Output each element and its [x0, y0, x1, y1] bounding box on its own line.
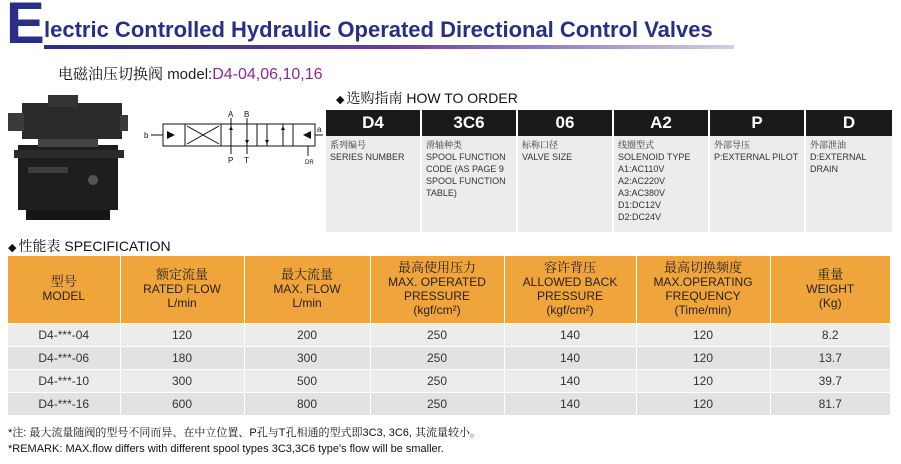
cell-max-flow: 500: [244, 369, 370, 392]
symbol-label-p: P: [228, 156, 234, 165]
column-header-max-pressure: 最高使用压力 MAX. OPERATED PRESSURE (kgf/cm²): [370, 256, 504, 323]
symbol-label-a-side: a: [317, 125, 322, 134]
order-desc: 外部导压 P:EXTERNAL PILOT: [714, 140, 799, 162]
order-desc: 系列编号 SERIES NUMBER: [330, 140, 405, 162]
table-row: [8, 369, 890, 392]
specification-table: [8, 256, 890, 415]
order-column-spool: [422, 110, 518, 232]
order-column-series: [326, 110, 422, 232]
cell-max-flow: 200: [244, 323, 370, 346]
cell-frequency: 120: [636, 369, 770, 392]
column-header-back-pressure: 容许背压 ALLOWED BACK PRESSURE (kgf/cm²): [504, 256, 636, 323]
table-row: [8, 323, 890, 346]
remark-en: *REMARK: MAX.flow differs with different spool types 3C3,3C6 type's flow will be smaller.: [8, 443, 444, 455]
cell-rated-flow: 300: [120, 369, 244, 392]
page-title: lectric Controlled Hydraulic Operated Directional Control Valves: [44, 17, 713, 42]
cell-max-pressure: 250: [370, 323, 504, 346]
cell-rated-flow: 180: [120, 346, 244, 369]
title-initial-letter: E: [6, 0, 43, 56]
order-code: D4: [326, 110, 420, 136]
cell-model: D4-***-04: [8, 323, 120, 346]
cell-weight: 13.7: [770, 346, 890, 369]
column-header-frequency: 最高切换频度 MAX.OPERATING FREQUENCY (Time/min): [636, 256, 770, 323]
cell-max-flow: 300: [244, 346, 370, 369]
cell-model: D4-***-06: [8, 346, 120, 369]
cell-frequency: 120: [636, 323, 770, 346]
cell-back-pressure: 140: [504, 392, 636, 415]
order-code: 06: [518, 110, 612, 136]
order-desc: 线圈型式 SOLENOID TYPE A1:AC110V A2:AC220V A3:AC380V D1:DC12V D2:DC24V: [618, 140, 691, 222]
order-code: D: [806, 110, 892, 136]
subtitle-cn: 电磁油压切换阀: [58, 66, 164, 83]
cell-weight: 8.2: [770, 323, 890, 346]
remarks: [8, 425, 481, 457]
model-value: D4-04,06,10,16: [212, 66, 323, 83]
order-column-size: [518, 110, 614, 232]
cell-back-pressure: 140: [504, 369, 636, 392]
cell-frequency: 120: [636, 392, 770, 415]
order-code: P: [710, 110, 804, 136]
title-underline: [44, 45, 734, 49]
cell-weight: 81.7: [770, 392, 890, 415]
column-header-max-flow: 最大流量 MAX. FLOW L/min: [244, 256, 370, 323]
cell-back-pressure: 140: [504, 346, 636, 369]
table-row: [8, 392, 890, 415]
symbol-label-b-side: b: [144, 131, 149, 140]
cell-max-pressure: 250: [370, 392, 504, 415]
cell-max-flow: 800: [244, 392, 370, 415]
order-desc: 外部泄油 D:EXTERNAL DRAIN: [810, 140, 867, 174]
column-header-rated-flow: 额定流量 RATED FLOW L/min: [120, 256, 244, 323]
diamond-bullet-icon: ◆: [8, 242, 17, 254]
order-code: 3C6: [422, 110, 516, 136]
specification-heading: ◆ 性能表 SPECIFICATION: [8, 238, 171, 254]
symbol-label-b: B: [244, 110, 250, 119]
cell-frequency: 120: [636, 346, 770, 369]
cell-weight: 39.7: [770, 369, 890, 392]
hydraulic-symbol-diagram: [143, 110, 323, 168]
order-desc: 标称口径 VALVE SIZE: [522, 140, 573, 162]
column-header-weight: 重量 WEIGHT (Kg): [770, 256, 890, 323]
valve-product-image: [8, 95, 128, 225]
table-header-row: [8, 256, 890, 323]
model-prefix: model:: [167, 66, 213, 83]
order-column-pilot: [710, 110, 806, 232]
order-column-solenoid: [614, 110, 710, 232]
cell-back-pressure: 140: [504, 323, 636, 346]
symbol-label-dr: DR: [305, 160, 314, 166]
cell-model: D4-***-16: [8, 392, 120, 415]
order-column-drain: [806, 110, 892, 232]
remark-cn: *注: 最大流量随阀的型号不同而异、在中立位置、P孔与T孔相通的型式即3C3, 3C6, 其流量较小。: [8, 427, 482, 439]
how-to-order-heading: ◆ 选购指南 HOW TO ORDER: [336, 90, 518, 106]
cell-model: D4-***-10: [8, 369, 120, 392]
subtitle: [58, 63, 323, 84]
column-header-model: 型号 MODEL: [8, 256, 120, 323]
cell-max-pressure: 250: [370, 346, 504, 369]
cell-max-pressure: 250: [370, 369, 504, 392]
diamond-bullet-icon: ◆: [336, 94, 345, 106]
order-desc: 滑轴种类 SPOOL FUNCTION CODE (AS PAGE 9 SPOOL FUNCTION TABLE): [426, 140, 506, 198]
cell-rated-flow: 120: [120, 323, 244, 346]
symbol-label-t: T: [244, 156, 249, 165]
symbol-label-a: A: [228, 110, 234, 119]
table-row: [8, 346, 890, 369]
order-code: A2: [614, 110, 708, 136]
cell-rated-flow: 600: [120, 392, 244, 415]
